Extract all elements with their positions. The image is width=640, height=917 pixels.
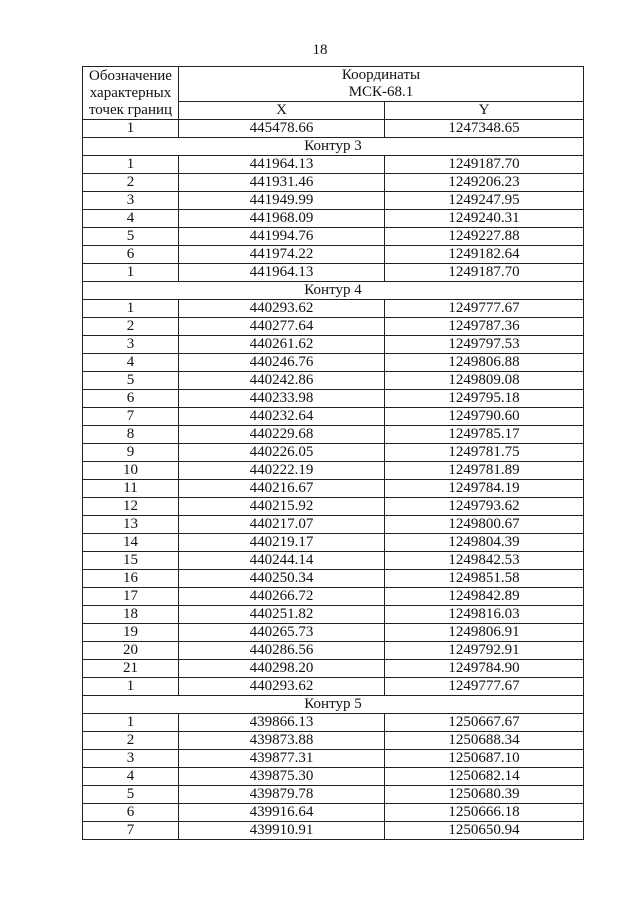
coordinates-header (179, 67, 584, 102)
y-value: 1250650.94 (385, 822, 584, 840)
y-header: Y (385, 102, 584, 120)
y-value: 1249781.89 (385, 462, 584, 480)
point-number: 18 (83, 606, 179, 624)
point-number: 4 (83, 768, 179, 786)
table-row (83, 444, 584, 462)
x-value: 439879.78 (179, 786, 385, 804)
x-value: 440219.17 (179, 534, 385, 552)
y-value: 1250680.39 (385, 786, 584, 804)
x-value: 439877.31 (179, 750, 385, 768)
x-value: 439873.88 (179, 732, 385, 750)
table-row (83, 228, 584, 246)
y-value: 1250687.10 (385, 750, 584, 768)
y-value: 1249800.67 (385, 516, 584, 534)
point-number: 5 (83, 228, 179, 246)
x-header: X (179, 102, 385, 120)
section-title-row (83, 138, 584, 156)
point-number: 7 (83, 408, 179, 426)
section-title: Контур 4 (83, 282, 584, 300)
point-number: 2 (83, 318, 179, 336)
point-number: 4 (83, 354, 179, 372)
table-row (83, 462, 584, 480)
x-value: 440286.56 (179, 642, 385, 660)
table-row (83, 300, 584, 318)
x-value: 440277.64 (179, 318, 385, 336)
point-number: 9 (83, 444, 179, 462)
y-value: 1249816.03 (385, 606, 584, 624)
point-number: 8 (83, 426, 179, 444)
x-value: 441974.22 (179, 246, 385, 264)
x-value: 440242.86 (179, 372, 385, 390)
table-row (83, 714, 584, 732)
coordinates-table (82, 66, 584, 840)
table-row (83, 822, 584, 840)
table-row (83, 480, 584, 498)
section-title: Контур 3 (83, 138, 584, 156)
y-value: 1250667.67 (385, 714, 584, 732)
x-value: 441949.99 (179, 192, 385, 210)
x-value: 440293.62 (179, 300, 385, 318)
x-value: 440217.07 (179, 516, 385, 534)
table-row (83, 516, 584, 534)
point-number: 12 (83, 498, 179, 516)
point-number: 1 (83, 300, 179, 318)
table-row (83, 390, 584, 408)
table-row (83, 588, 584, 606)
y-value: 1249851.58 (385, 570, 584, 588)
x-value: 440229.68 (179, 426, 385, 444)
x-value: 441968.09 (179, 210, 385, 228)
table-row (83, 570, 584, 588)
y-value: 1250682.14 (385, 768, 584, 786)
header-line: характерных (89, 84, 172, 101)
section-title-row (83, 282, 584, 300)
table-row (83, 624, 584, 642)
point-number: 19 (83, 624, 179, 642)
x-value: 439910.91 (179, 822, 385, 840)
point-number: 10 (83, 462, 179, 480)
x-value: 441994.76 (179, 228, 385, 246)
y-value: 1249842.89 (385, 588, 584, 606)
point-number: 7 (83, 822, 179, 840)
table-row (83, 192, 584, 210)
table-row (83, 642, 584, 660)
y-value: 1249187.70 (385, 156, 584, 174)
x-value: 440244.14 (179, 552, 385, 570)
table-row (83, 678, 584, 696)
x-value: 440250.34 (179, 570, 385, 588)
x-value: 441964.13 (179, 156, 385, 174)
section-title-row (83, 696, 584, 714)
y-value: 1249777.67 (385, 678, 584, 696)
table-row (83, 768, 584, 786)
table-row (83, 408, 584, 426)
x-value: 440293.62 (179, 678, 385, 696)
table-row (83, 354, 584, 372)
y-value: 1249792.91 (385, 642, 584, 660)
point-number: 3 (83, 750, 179, 768)
table-row (83, 732, 584, 750)
x-value: 440216.67 (179, 480, 385, 498)
x-value: 440298.20 (179, 660, 385, 678)
table-row (83, 804, 584, 822)
x-value: 441964.13 (179, 264, 385, 282)
y-value: 1250666.18 (385, 804, 584, 822)
y-value: 1249806.88 (385, 354, 584, 372)
y-value: 1249777.67 (385, 300, 584, 318)
table-row (83, 318, 584, 336)
y-value: 1249785.17 (385, 426, 584, 444)
point-number: 1 (83, 714, 179, 732)
x-value: 439875.30 (179, 768, 385, 786)
table-row (83, 660, 584, 678)
point-number: 16 (83, 570, 179, 588)
table-row (83, 336, 584, 354)
y-value: 1249790.60 (385, 408, 584, 426)
point-number: 4 (83, 210, 179, 228)
table-row (83, 246, 584, 264)
x-value: 445478.66 (179, 120, 385, 138)
table-row (83, 120, 584, 138)
table-row (83, 786, 584, 804)
table-row (83, 498, 584, 516)
x-value: 439866.13 (179, 714, 385, 732)
point-number: 11 (83, 480, 179, 498)
point-number: 1 (83, 120, 179, 138)
point-number: 2 (83, 732, 179, 750)
point-number: 1 (83, 264, 179, 282)
point-number: 20 (83, 642, 179, 660)
header-line: точек границ (88, 101, 173, 118)
table-row (83, 156, 584, 174)
y-value: 1249797.53 (385, 336, 584, 354)
point-label-header (83, 67, 179, 120)
table-body (83, 120, 584, 840)
x-value: 440251.82 (179, 606, 385, 624)
y-value: 1249182.64 (385, 246, 584, 264)
header-line: Обозначение (89, 67, 172, 84)
x-value: 440232.64 (179, 408, 385, 426)
y-value: 1249206.23 (385, 174, 584, 192)
y-value: 1249806.91 (385, 624, 584, 642)
header-line: МСК-68.1 (348, 84, 414, 100)
point-number: 3 (83, 192, 179, 210)
y-value: 1250688.34 (385, 732, 584, 750)
table-row (83, 174, 584, 192)
point-number: 15 (83, 552, 179, 570)
y-value: 1249187.70 (385, 264, 584, 282)
table-header (83, 67, 584, 120)
y-value: 1249781.75 (385, 444, 584, 462)
point-number: 1 (83, 156, 179, 174)
header-line: Координаты (341, 67, 421, 83)
point-number: 5 (83, 372, 179, 390)
x-value: 440246.76 (179, 354, 385, 372)
y-value: 1249842.53 (385, 552, 584, 570)
x-value: 440215.92 (179, 498, 385, 516)
page-number: 18 (312, 42, 328, 58)
table-row (83, 750, 584, 768)
y-value: 1249247.95 (385, 192, 584, 210)
table-row (83, 426, 584, 444)
y-value: 1249804.39 (385, 534, 584, 552)
table-row (83, 534, 584, 552)
y-value: 1249240.31 (385, 210, 584, 228)
x-value: 439916.64 (179, 804, 385, 822)
y-value: 1249227.88 (385, 228, 584, 246)
point-number: 21 (83, 660, 179, 678)
y-value: 1249784.19 (385, 480, 584, 498)
y-value: 1249809.08 (385, 372, 584, 390)
x-value: 440265.73 (179, 624, 385, 642)
y-value: 1249793.62 (385, 498, 584, 516)
point-number: 5 (83, 786, 179, 804)
table-row (83, 210, 584, 228)
y-value: 1249795.18 (385, 390, 584, 408)
table-row (83, 372, 584, 390)
point-number: 3 (83, 336, 179, 354)
point-number: 6 (83, 390, 179, 408)
x-value: 440266.72 (179, 588, 385, 606)
point-number: 2 (83, 174, 179, 192)
table-row (83, 264, 584, 282)
x-value: 440233.98 (179, 390, 385, 408)
point-number: 17 (83, 588, 179, 606)
y-value: 1249787.36 (385, 318, 584, 336)
point-number: 14 (83, 534, 179, 552)
x-value: 441931.46 (179, 174, 385, 192)
section-title: Контур 5 (83, 696, 584, 714)
point-number: 6 (83, 804, 179, 822)
point-number: 13 (83, 516, 179, 534)
point-number: 6 (83, 246, 179, 264)
table-row (83, 606, 584, 624)
x-value: 440222.19 (179, 462, 385, 480)
x-value: 440261.62 (179, 336, 385, 354)
point-number: 1 (83, 678, 179, 696)
y-value: 1249784.90 (385, 660, 584, 678)
table-row (83, 552, 584, 570)
y-value: 1247348.65 (385, 120, 584, 138)
x-value: 440226.05 (179, 444, 385, 462)
